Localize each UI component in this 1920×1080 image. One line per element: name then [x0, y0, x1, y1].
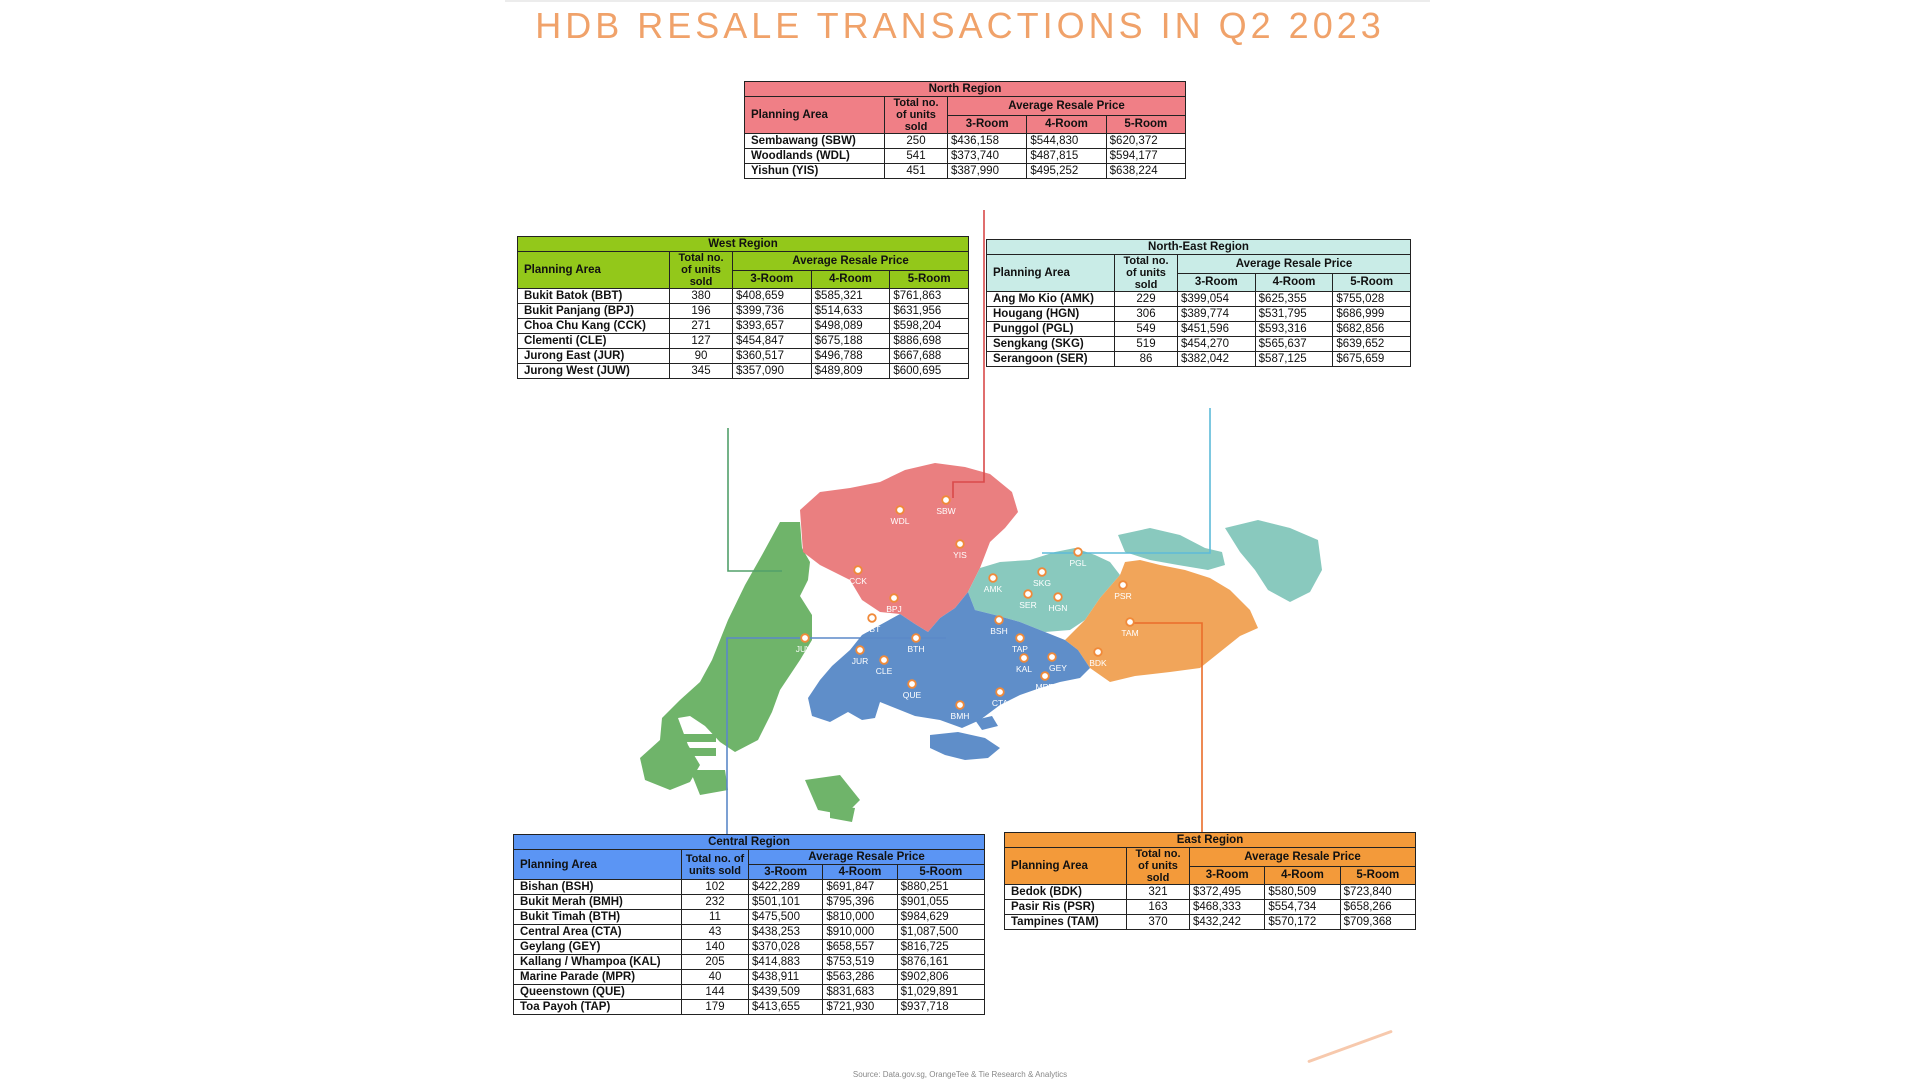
col-3room: 3-Room — [948, 115, 1027, 134]
table-row — [514, 925, 985, 940]
col-avg-price: Average Resale Price — [1178, 255, 1411, 274]
cell-r4: $544,830 — [1027, 134, 1106, 149]
cell-area: Geylang (GEY) — [514, 940, 682, 955]
map-marker — [1126, 618, 1134, 626]
north-region-table — [744, 81, 1186, 179]
col-planning-area: Planning Area — [745, 97, 885, 134]
cell-r5: $723,840 — [1340, 885, 1415, 900]
map-label: CTA — [991, 698, 1009, 708]
col-4room: 4-Room — [1027, 115, 1106, 134]
table-row — [987, 322, 1411, 337]
cell-r3: $468,333 — [1190, 900, 1265, 915]
cell-area: Marine Parade (MPR) — [514, 970, 682, 985]
cell-units: 519 — [1115, 337, 1178, 352]
map-label: MPR — [1035, 682, 1055, 692]
cell-r4: $487,815 — [1027, 149, 1106, 164]
col-3room: 3-Room — [749, 865, 823, 880]
table-row — [745, 134, 1186, 149]
cell-r4: $514,633 — [811, 304, 890, 319]
cell-units: 11 — [682, 910, 749, 925]
cell-units: 549 — [1115, 322, 1178, 337]
map-label: BTH — [907, 644, 925, 654]
cell-r4: $580,509 — [1265, 885, 1340, 900]
cell-r5: $937,718 — [897, 1000, 984, 1015]
table-row — [745, 149, 1186, 164]
table-row — [1005, 915, 1416, 930]
sentosa-island — [930, 732, 1000, 760]
cell-area: Choa Chu Kang (CCK) — [518, 319, 670, 334]
east-region-table — [1004, 832, 1416, 930]
cell-r4: $585,321 — [811, 289, 890, 304]
cell-r4: $565,637 — [1255, 337, 1333, 352]
map-label: BBT — [863, 624, 881, 634]
map-marker — [1020, 654, 1028, 662]
cell-area: Sengkang (SKG) — [987, 337, 1115, 352]
cell-area: Kallang / Whampoa (KAL) — [514, 955, 682, 970]
map-label: CLE — [875, 666, 893, 676]
cell-r3: $413,655 — [749, 1000, 823, 1015]
cell-r3: $432,242 — [1190, 915, 1265, 930]
map-label: TAM — [1121, 628, 1139, 638]
col-5room: 5-Room — [897, 865, 984, 880]
cell-r3: $387,990 — [948, 164, 1027, 179]
page-title: HDB RESALE TRANSACTIONS IN Q2 2023 — [535, 5, 1385, 46]
cell-r3: $357,090 — [733, 364, 812, 379]
col-5room: 5-Room — [1333, 273, 1411, 292]
table-row — [514, 955, 985, 970]
map-label: QUE — [902, 690, 922, 700]
cell-r3: $438,911 — [749, 970, 823, 985]
cell-units: 102 — [682, 880, 749, 895]
table-row — [514, 880, 985, 895]
col-3room: 3-Room — [1178, 273, 1256, 292]
cell-r5: $600,695 — [890, 364, 969, 379]
map-marker — [1054, 593, 1062, 601]
table-row — [987, 292, 1411, 307]
col-planning-area: Planning Area — [518, 252, 670, 289]
region-title: Central Region — [514, 835, 985, 850]
col-5room: 5-Room — [1340, 866, 1415, 885]
cell-units: 232 — [682, 895, 749, 910]
map-marker — [956, 701, 964, 709]
cell-r3: $382,042 — [1178, 352, 1256, 367]
cell-r5: $709,368 — [1340, 915, 1415, 930]
cell-units: 163 — [1127, 900, 1190, 915]
cell-r5: $631,956 — [890, 304, 969, 319]
cell-r3: $399,054 — [1178, 292, 1256, 307]
cell-r4: $658,557 — [823, 940, 897, 955]
cell-r5: $816,725 — [897, 940, 984, 955]
col-5room: 5-Room — [1106, 115, 1185, 134]
cell-area: Central Area (CTA) — [514, 925, 682, 940]
map-marker — [856, 646, 864, 654]
table-row — [518, 334, 969, 349]
table-row — [518, 304, 969, 319]
cell-r3: $408,659 — [733, 289, 812, 304]
table-row — [514, 910, 985, 925]
table-row — [514, 940, 985, 955]
region-title: East Region — [1005, 833, 1416, 848]
cell-units: 140 — [682, 940, 749, 955]
region-title: North Region — [745, 82, 1186, 97]
col-4room: 4-Room — [1265, 866, 1340, 885]
map-label: PSR — [1114, 591, 1132, 601]
map-label: BPJ — [886, 604, 902, 614]
cell-units: 40 — [682, 970, 749, 985]
cell-units: 345 — [670, 364, 733, 379]
map-marker — [1094, 648, 1102, 656]
table-row — [987, 307, 1411, 322]
cell-area: Serangoon (SER) — [987, 352, 1115, 367]
map-label: SBW — [936, 506, 956, 516]
cell-r5: $1,029,891 — [897, 985, 984, 1000]
cell-area: Bedok (BDK) — [1005, 885, 1127, 900]
map-label: AMK — [983, 584, 1003, 594]
table-row — [514, 970, 985, 985]
cell-units: 541 — [885, 149, 948, 164]
cell-r3: $438,253 — [749, 925, 823, 940]
map-label: BDK — [1089, 658, 1107, 668]
cell-area: Punggol (PGL) — [987, 322, 1115, 337]
cell-area: Queenstown (QUE) — [514, 985, 682, 1000]
cell-area: Toa Payoh (TAP) — [514, 1000, 682, 1015]
col-units: Total no. of units sold — [885, 97, 948, 134]
map-marker — [880, 656, 888, 664]
cell-r4: $563,286 — [823, 970, 897, 985]
region-title: North-East Region — [987, 240, 1411, 255]
cell-r4: $675,188 — [811, 334, 890, 349]
cell-r3: $389,774 — [1178, 307, 1256, 322]
west-island-1 — [676, 734, 716, 742]
table-row — [745, 164, 1186, 179]
cell-units: 380 — [670, 289, 733, 304]
col-4room: 4-Room — [1255, 273, 1333, 292]
cell-units: 370 — [1127, 915, 1190, 930]
cell-r4: $554,734 — [1265, 900, 1340, 915]
map-label: GEY — [1049, 663, 1067, 673]
cell-r5: $639,652 — [1333, 337, 1411, 352]
cell-r5: $761,863 — [890, 289, 969, 304]
cell-r3: $439,509 — [749, 985, 823, 1000]
map-marker — [1119, 581, 1127, 589]
west-region — [640, 522, 815, 790]
table-row — [518, 289, 969, 304]
map-marker — [1038, 568, 1046, 576]
map-label: WDL — [890, 516, 910, 526]
cell-area: Ang Mo Kio (AMK) — [987, 292, 1115, 307]
map-label: KAL — [1015, 664, 1033, 674]
cell-area: Jurong West (JUW) — [518, 364, 670, 379]
cell-r3: $436,158 — [948, 134, 1027, 149]
map-label: JUR — [851, 656, 869, 666]
col-units: Total no. of units sold — [682, 850, 749, 880]
west-island-2 — [676, 748, 716, 756]
map-label: JUW — [795, 644, 815, 654]
map-label: BMH — [950, 711, 970, 721]
col-5room: 5-Room — [890, 270, 969, 289]
cell-r4: $625,355 — [1255, 292, 1333, 307]
region-title: West Region — [518, 237, 969, 252]
cell-area: Hougang (HGN) — [987, 307, 1115, 322]
cell-r3: $372,495 — [1190, 885, 1265, 900]
cell-r5: $901,055 — [897, 895, 984, 910]
cell-r5: $638,224 — [1106, 164, 1185, 179]
cell-units: 90 — [670, 349, 733, 364]
cell-area: Clementi (CLE) — [518, 334, 670, 349]
northeast-leader-line — [1042, 408, 1210, 553]
col-units: Total no. of units sold — [670, 252, 733, 289]
cell-area: Bukit Panjang (BPJ) — [518, 304, 670, 319]
col-avg-price: Average Resale Price — [948, 97, 1186, 116]
map-label: SER — [1019, 600, 1037, 610]
cell-r3: $475,500 — [749, 910, 823, 925]
cell-r3: $414,883 — [749, 955, 823, 970]
map-marker — [801, 634, 809, 642]
cell-area: Bukit Batok (BBT) — [518, 289, 670, 304]
table-row — [1005, 900, 1416, 915]
map-marker — [1074, 548, 1082, 556]
cell-r5: $1,087,500 — [897, 925, 984, 940]
cell-r4: $496,788 — [811, 349, 890, 364]
west-island-3 — [690, 770, 728, 795]
col-3room: 3-Room — [1190, 866, 1265, 885]
cell-r5: $876,161 — [897, 955, 984, 970]
cell-area: Yishun (YIS) — [745, 164, 885, 179]
west-region-table — [517, 236, 969, 379]
col-units: Total no. of units sold — [1115, 255, 1178, 292]
table-row — [514, 895, 985, 910]
col-3room: 3-Room — [733, 270, 812, 289]
map-marker — [989, 574, 997, 582]
table-row — [514, 985, 985, 1000]
cell-r3: $370,028 — [749, 940, 823, 955]
table-row — [514, 1000, 985, 1015]
map-label: TAP — [1012, 644, 1028, 654]
map-label: CCK — [849, 576, 867, 586]
cell-area: Sembawang (SBW) — [745, 134, 885, 149]
cell-r4: $721,930 — [823, 1000, 897, 1015]
map-marker — [942, 496, 950, 504]
cell-r4: $831,683 — [823, 985, 897, 1000]
cell-units: 250 — [885, 134, 948, 149]
cell-units: 86 — [1115, 352, 1178, 367]
cell-r3: $454,270 — [1178, 337, 1256, 352]
cell-r4: $570,172 — [1265, 915, 1340, 930]
cell-r4: $531,795 — [1255, 307, 1333, 322]
col-planning-area: Planning Area — [987, 255, 1115, 292]
map-marker — [996, 688, 1004, 696]
col-4room: 4-Room — [811, 270, 890, 289]
cell-area: Woodlands (WDL) — [745, 149, 885, 164]
cell-r5: $658,266 — [1340, 900, 1415, 915]
cell-units: 451 — [885, 164, 948, 179]
cell-units: 205 — [682, 955, 749, 970]
cell-r3: $393,657 — [733, 319, 812, 334]
col-planning-area: Planning Area — [1005, 848, 1127, 885]
cell-r4: $495,252 — [1027, 164, 1106, 179]
cell-r3: $373,740 — [948, 149, 1027, 164]
cell-r5: $880,251 — [897, 880, 984, 895]
cell-r5: $682,856 — [1333, 322, 1411, 337]
cell-r4: $795,396 — [823, 895, 897, 910]
table-row — [518, 364, 969, 379]
cell-r3: $399,736 — [733, 304, 812, 319]
source-note: Source: Data.gov.sg, OrangeTee & Tie Research & Analytics — [852, 1070, 1068, 1079]
map-marker — [1016, 634, 1024, 642]
cell-r4: $489,809 — [811, 364, 890, 379]
map-label: BSH — [990, 626, 1008, 636]
cell-units: 127 — [670, 334, 733, 349]
cell-r5: $686,999 — [1333, 307, 1411, 322]
map-marker — [912, 634, 920, 642]
map-marker — [995, 616, 1003, 624]
map-marker — [908, 680, 916, 688]
cell-r3: $454,847 — [733, 334, 812, 349]
col-avg-price: Average Resale Price — [733, 252, 969, 271]
cell-units: 229 — [1115, 292, 1178, 307]
cell-r3: $501,101 — [749, 895, 823, 910]
col-units: Total no. of units sold — [1127, 848, 1190, 885]
map-marker — [1024, 590, 1032, 598]
cell-r4: $498,089 — [811, 319, 890, 334]
cell-r4: $810,000 — [823, 910, 897, 925]
cell-r5: $620,372 — [1106, 134, 1185, 149]
cell-r3: $360,517 — [733, 349, 812, 364]
cell-r5: $594,177 — [1106, 149, 1185, 164]
cell-area: Bukit Merah (BMH) — [514, 895, 682, 910]
cell-units: 144 — [682, 985, 749, 1000]
cell-area: Bukit Timah (BTH) — [514, 910, 682, 925]
map-label: YIS — [953, 550, 967, 560]
col-planning-area: Planning Area — [514, 850, 682, 880]
cell-r4: $753,519 — [823, 955, 897, 970]
cell-area: Pasir Ris (PSR) — [1005, 900, 1127, 915]
cell-r5: $675,659 — [1333, 352, 1411, 367]
cell-area: Bishan (BSH) — [514, 880, 682, 895]
cell-r5: $984,629 — [897, 910, 984, 925]
map-marker — [1048, 653, 1056, 661]
table-row — [518, 319, 969, 334]
map-label: SKG — [1033, 578, 1051, 588]
col-4room: 4-Room — [823, 865, 897, 880]
map-marker — [868, 614, 876, 622]
cell-r5: $667,688 — [890, 349, 969, 364]
map-marker — [956, 540, 964, 548]
pulau-tekong — [1225, 520, 1322, 602]
table-row — [987, 337, 1411, 352]
cell-units: 271 — [670, 319, 733, 334]
map-marker — [890, 594, 898, 602]
cell-r4: $587,125 — [1255, 352, 1333, 367]
map-label: HGN — [1048, 603, 1068, 613]
cell-r5: $755,028 — [1333, 292, 1411, 307]
cell-r3: $422,289 — [749, 880, 823, 895]
map-label: PGL — [1069, 558, 1087, 568]
col-avg-price: Average Resale Price — [1190, 848, 1416, 867]
central-region-table — [513, 834, 985, 1015]
northeast-region-table — [986, 239, 1411, 367]
map-marker — [1041, 672, 1049, 680]
cell-r3: $451,596 — [1178, 322, 1256, 337]
cell-r4: $691,847 — [823, 880, 897, 895]
cell-units: 306 — [1115, 307, 1178, 322]
cell-area: Tampines (TAM) — [1005, 915, 1127, 930]
map-marker — [854, 566, 862, 574]
cell-r5: $886,698 — [890, 334, 969, 349]
cell-r5: $902,806 — [897, 970, 984, 985]
cell-units: 321 — [1127, 885, 1190, 900]
table-row — [1005, 885, 1416, 900]
cell-r5: $598,204 — [890, 319, 969, 334]
cell-units: 179 — [682, 1000, 749, 1015]
cell-units: 196 — [670, 304, 733, 319]
col-avg-price: Average Resale Price — [749, 850, 985, 865]
map-marker — [896, 506, 904, 514]
table-row — [518, 349, 969, 364]
cell-units: 43 — [682, 925, 749, 940]
cell-r4: $593,316 — [1255, 322, 1333, 337]
table-row — [987, 352, 1411, 367]
cell-area: Jurong East (JUR) — [518, 349, 670, 364]
cell-r4: $910,000 — [823, 925, 897, 940]
